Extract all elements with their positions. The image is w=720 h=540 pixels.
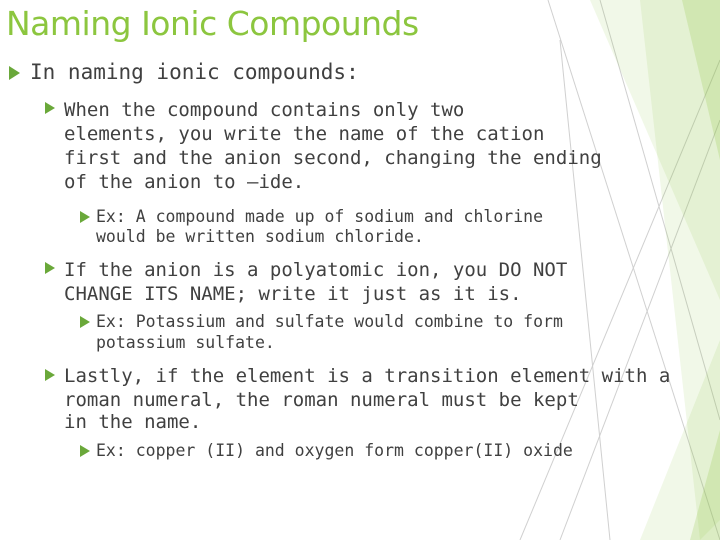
bullet-text-line: CHANGE ITS NAME; write it just as it is. [64,283,522,305]
bullet-text: In naming ionic compounds: [30,60,359,84]
bullet-text-line: elements, you write the name of the cation [64,123,545,145]
bullet-arrow-icon [80,316,90,328]
bullet-text-line: potassium sulfate. [96,333,275,352]
bullet-text-line: first and the anion second, changing the ending [64,147,602,169]
bullet-arrow-icon [45,262,55,274]
bullet-arrow-icon [45,369,55,381]
bullet-text-line: in the name. [64,411,202,433]
bullet-text-line: If the anion is a polyatomic ion, you DO NOT [64,259,568,281]
bullet-arrow-icon [80,211,90,223]
bullet-text-line: of the anion to –ide. [64,171,305,193]
bullet-text-line: roman numeral, the roman numeral must be kept [64,389,579,411]
page-title: Naming Ionic Compounds [6,4,419,43]
bullet-text-line: Lastly, if the element is a transition element with a [64,365,671,387]
bullet-text-line: Ex: A compound made up of sodium and chlorine [96,207,544,226]
bullet-arrow-icon [9,66,20,80]
bullet-arrow-icon [45,102,55,114]
bullet-text-line: would be written sodium chloride. [96,227,424,246]
bullet-text-line: Ex: copper (II) and oxygen form copper(II) oxide [96,441,573,460]
bullet-arrow-icon [80,445,90,457]
bullet-text-line: When the compound contains only two [64,99,465,121]
bullet-text-line: Ex: Potassium and sulfate would combine to form [96,312,563,331]
